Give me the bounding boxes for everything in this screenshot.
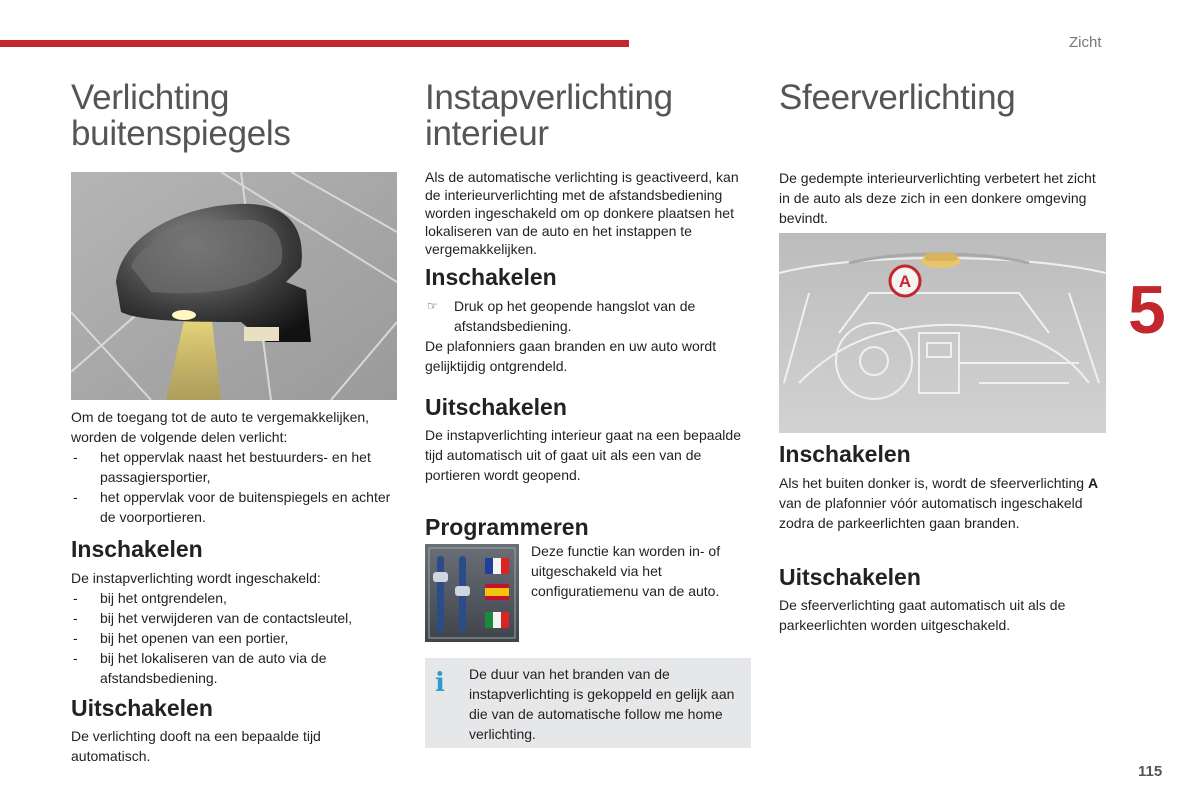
col2-on-text: De plafonniers gaan branden en uw auto wordt gelijktijdig ontgrendeld. <box>425 338 717 374</box>
col2-prog-block <box>425 513 755 541</box>
column-ambient-lighting <box>779 80 1109 116</box>
col2-prog-heading: Programmeren <box>425 514 589 540</box>
col1-intro: Om de toegang tot de auto te vergemakkelijken, worden de volgende delen verlicht: <box>71 409 370 445</box>
title-line-2: buitenspiegels <box>71 114 291 153</box>
list-item: - bij het openen van een portier, <box>71 628 401 648</box>
list-item: - het oppervlak naast het bestuurders- en het passagiersportier, <box>71 447 401 487</box>
col2-off-text: De instapverlichting interieur gaat na een bepaalde tijd automatisch uit of gaat uit als een van de portieren wordt geopend. <box>425 427 741 483</box>
col2-intro-block <box>425 168 755 258</box>
col3-on-text <box>779 473 1109 533</box>
col1-intro-block <box>71 407 401 527</box>
info-text: De duur van het branden van de instapverlichting is gekoppeld en gelijk aan die van de automatische follow me home verlichting. <box>469 666 735 742</box>
chapter-number: 5 <box>1128 272 1166 348</box>
mirror-illustration <box>71 172 397 400</box>
section-label: Zicht <box>1069 34 1102 51</box>
col2-prog-text: Deze functie kan worden in- of uitgeschakeld via het configuratiemenu van de auto. <box>531 543 721 599</box>
callout-ref: A <box>1087 475 1099 491</box>
text-part: van de plafonnier vóór automatisch ingeschakeld zodra de parkeerlichten gaan branden. <box>779 495 1083 531</box>
col2-on-bullet-text: Druk op het geopende hangslot van de afstandsbediening. <box>454 298 696 334</box>
col1-on-block <box>71 535 401 688</box>
col3-on-block <box>779 440 1109 533</box>
section-title: Sfeerverlichting <box>779 78 1016 117</box>
col1-intro-list <box>71 447 401 527</box>
column-interior-entry-lighting <box>425 80 755 152</box>
list-item: - het oppervlak voor de buitenspiegels en achter de voorportieren. <box>71 487 401 527</box>
header-accent-bar <box>0 40 629 47</box>
pointing-hand-icon: ☞ <box>427 299 438 313</box>
title-line-1: Verlichting <box>71 78 230 117</box>
title-line-1: Instapverlichting <box>425 78 673 117</box>
col1-off-text: De verlichting dooft na een bepaalde tijd automatisch. <box>71 728 321 764</box>
list-item: - bij het lokaliseren van de auto via de afstandsbediening. <box>71 648 401 688</box>
col2-on-bullet <box>425 296 755 336</box>
col3-on-heading: Inschakelen <box>779 441 911 467</box>
text-part: Als het buiten donker is, wordt de sfeerverlichting <box>779 475 1088 491</box>
list-item: - bij het ontgrendelen, <box>71 588 401 608</box>
section-title <box>71 80 401 152</box>
col2-off-heading: Uitschakelen <box>425 394 567 420</box>
column-exterior-mirror-lighting <box>71 80 401 152</box>
col1-off-block <box>71 694 401 766</box>
col3-intro-block <box>779 168 1109 228</box>
col1-on-list <box>71 588 401 688</box>
col2-on-block <box>425 263 755 376</box>
page-number: 115 <box>1138 763 1163 780</box>
callout-label: A <box>898 272 912 291</box>
info-icon: i <box>435 668 445 698</box>
col3-intro: De gedempte interieurverlichting verbetert het zicht in de auto als deze zich in een donkere omgeving bevindt. <box>779 170 1096 226</box>
title-line-2: interieur <box>425 114 549 153</box>
configuration-menu-illustration <box>425 544 519 642</box>
info-box <box>425 658 751 748</box>
col2-intro: Als de automatische verlichting is geactiveerd, kan de interieurverlichting met de afstandsbediening worden ingeschakeld om op donkere plaatsen het lokaliseren van de auto en het instappen te vergemakkelijken. <box>425 169 739 257</box>
col2-on-heading: Inschakelen <box>425 264 557 290</box>
col2-off-block <box>425 393 755 485</box>
col1-off-heading: Uitschakelen <box>71 695 213 721</box>
col1-on-heading: Inschakelen <box>71 536 203 562</box>
section-title <box>425 80 755 152</box>
col3-off-text: De sfeerverlichting gaat automatisch uit als de parkeerlichten worden uitgeschakeld. <box>779 597 1066 633</box>
col1-on-text: De instapverlichting wordt ingeschakeld: <box>71 570 321 586</box>
cabin-interior-illustration <box>779 233 1106 433</box>
col2-prog-text-block <box>531 541 751 601</box>
col3-off-block <box>779 563 1109 635</box>
list-item: - bij het verwijderen van de contactsleutel, <box>71 608 401 628</box>
col3-off-heading: Uitschakelen <box>779 564 921 590</box>
